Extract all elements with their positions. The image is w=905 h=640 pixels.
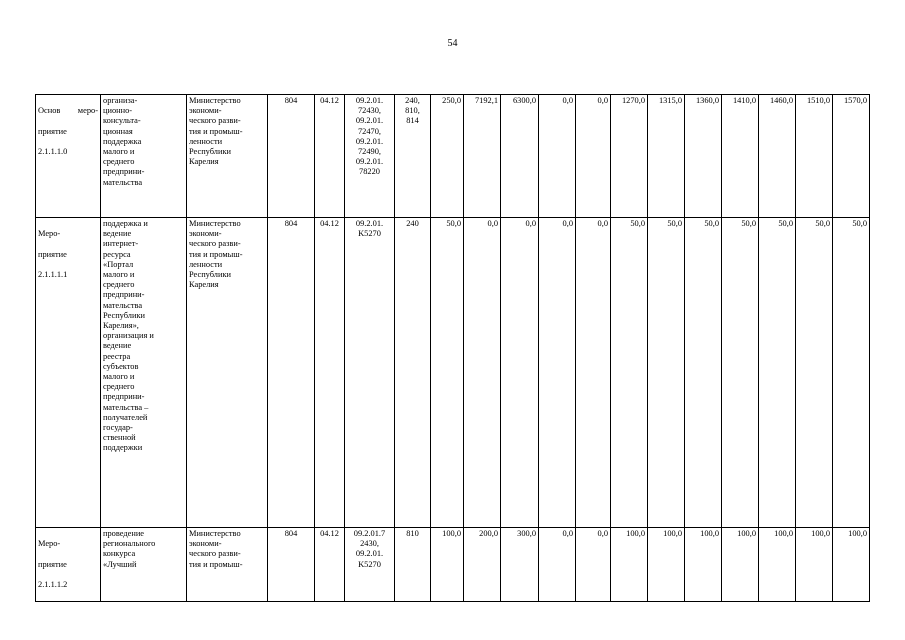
executor-cell: Министерство экономи- ческого разви- тия и промыш- ленности Республики Карелия [187, 95, 268, 218]
table-row [36, 95, 870, 218]
status-cell [36, 218, 101, 528]
page-number: 54 [447, 38, 458, 49]
value-cell: 50,0 [759, 218, 796, 528]
table-row [36, 218, 870, 528]
status-line: приятие [38, 559, 67, 569]
value-cell: 250,0 [431, 95, 464, 218]
value-cell: 200,0 [464, 528, 501, 602]
csr-cell: 09.2.01. K5270 [345, 218, 395, 528]
value-cell: 0,0 [576, 218, 611, 528]
measure-name-cell: организа- ционно- консульта- ционная поддержка малого и среднего предприни- мательства [101, 95, 187, 218]
value-cell: 50,0 [648, 218, 685, 528]
value-cell: 100,0 [796, 528, 833, 602]
status-line: Основ меро- [38, 106, 98, 116]
value-cell: 6300,0 [501, 95, 539, 218]
value-cell: 1570,0 [833, 95, 870, 218]
table-row [36, 528, 870, 602]
status-cell [36, 95, 101, 218]
value-cell: 100,0 [833, 528, 870, 602]
status-line: Меро- [38, 539, 61, 549]
status-cell [36, 528, 101, 602]
executor-cell: Министерство экономи- ческого разви- тия и промыш- ленности Республики Карелия [187, 218, 268, 528]
value-cell: 1270,0 [611, 95, 648, 218]
value-cell: 50,0 [722, 218, 759, 528]
measure-name-cell: поддержка и ведение интернет- ресурса «Портал малого и среднего предприни- мательства Республики Карелия», организация и ведение реестра субъектов малого и среднего предприни- мательства – получателей государ- ственной поддержки [101, 218, 187, 528]
value-cell: 1315,0 [648, 95, 685, 218]
value-cell: 1460,0 [759, 95, 796, 218]
rzpr-cell: 04.12 [315, 218, 345, 528]
csr-cell: 09.2.01. 72430, 09.2.01. 72470, 09.2.01. 72490, 09.2.01. 78220 [345, 95, 395, 218]
status-line: 2.1.1.1.2 [38, 580, 68, 590]
grbs-cell: 804 [268, 528, 315, 602]
value-cell: 1360,0 [685, 95, 722, 218]
value-cell: 100,0 [685, 528, 722, 602]
rzpr-cell: 04.12 [315, 95, 345, 218]
value-cell: 100,0 [759, 528, 796, 602]
value-cell: 50,0 [611, 218, 648, 528]
value-cell: 1410,0 [722, 95, 759, 218]
value-cell: 50,0 [833, 218, 870, 528]
value-cell: 50,0 [685, 218, 722, 528]
value-cell: 100,0 [431, 528, 464, 602]
value-cell: 100,0 [722, 528, 759, 602]
executor-cell: Министерство экономи- ческого разви- тия и промыш- [187, 528, 268, 602]
value-cell: 1510,0 [796, 95, 833, 218]
status-line: 2.1.1.1.1 [38, 270, 68, 280]
value-cell: 0,0 [576, 95, 611, 218]
budget-table [35, 94, 870, 602]
vr-cell: 240, 810, 814 [395, 95, 431, 218]
value-cell: 0,0 [539, 528, 576, 602]
value-cell: 100,0 [648, 528, 685, 602]
value-cell: 0,0 [464, 218, 501, 528]
value-cell: 0,0 [501, 218, 539, 528]
measure-name-cell: проведение регионального конкурса «Лучший [101, 528, 187, 602]
grbs-cell: 804 [268, 95, 315, 218]
value-cell: 0,0 [576, 528, 611, 602]
vr-cell: 810 [395, 528, 431, 602]
status-line: приятие [38, 126, 67, 136]
csr-cell: 09.2.01.7 2430, 09.2.01. K5270 [345, 528, 395, 602]
value-cell: 0,0 [539, 218, 576, 528]
grbs-cell: 804 [268, 218, 315, 528]
value-cell: 50,0 [431, 218, 464, 528]
status-line: Меро- [38, 229, 61, 239]
status-line: 2.1.1.1.0 [38, 147, 68, 157]
value-cell: 50,0 [796, 218, 833, 528]
vr-cell: 240 [395, 218, 431, 528]
value-cell: 0,0 [539, 95, 576, 218]
status-line: приятие [38, 249, 67, 259]
rzpr-cell: 04.12 [315, 528, 345, 602]
value-cell: 100,0 [611, 528, 648, 602]
value-cell: 300,0 [501, 528, 539, 602]
value-cell: 7192,1 [464, 95, 501, 218]
